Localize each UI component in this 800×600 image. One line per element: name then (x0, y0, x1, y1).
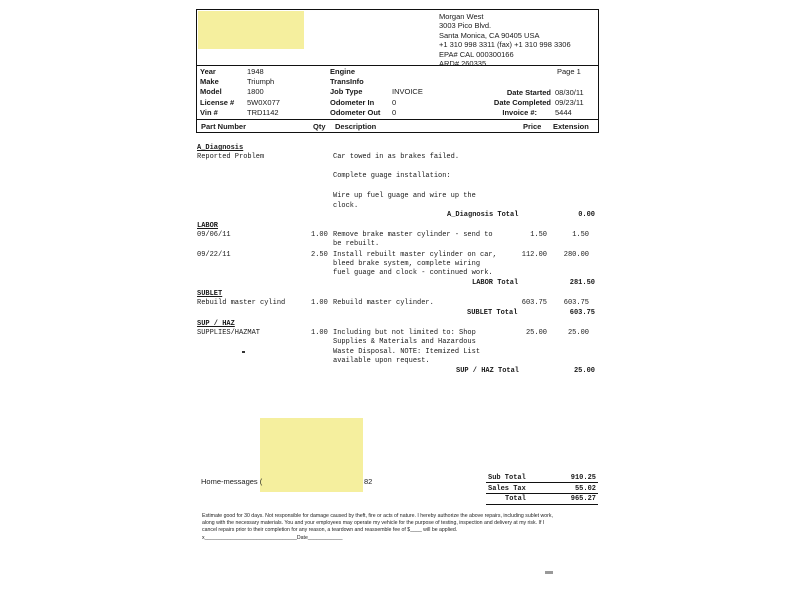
invoice-number-label: Invoice #: (502, 108, 537, 118)
disclaimer-line-1: Estimate good for 30 days. Not responsible for damage caused by theft, fire or acts of nature. I hereby authorize the above repairs, including sublet work, (202, 513, 553, 519)
odometer-in-label: Odometer In (330, 97, 375, 107)
labor-row-2-price: 112.00 (521, 251, 547, 259)
transinfo-value (392, 77, 423, 87)
signature-line: x________________________________Date____________ (202, 534, 343, 541)
labor-row-2-qty: 2.50 (311, 251, 328, 259)
shop-epa: EPA# CAL 000300166 (439, 49, 514, 59)
vin-label: Vin # (200, 107, 218, 117)
col-extension: Extension (553, 122, 589, 131)
sublet-total: 603.75 (569, 309, 595, 317)
col-qty: Qty (313, 122, 326, 131)
totals-rule-2 (486, 493, 598, 494)
date-values (555, 88, 584, 119)
diagnosis-line-3: Wire up fuel guage and wire up the (333, 192, 476, 200)
sales-tax-label: Sales Tax (488, 485, 526, 493)
labor-row-2-ext: 280.00 (563, 251, 589, 259)
odometer-out-label: Odometer Out (330, 107, 381, 117)
diagnosis-line-4: clock. (333, 202, 359, 210)
model-label: Model (200, 87, 222, 97)
labor-total-label: LABOR Total (472, 279, 519, 287)
diagnosis-line-2: Complete guage installation: (333, 172, 451, 180)
suphaz-price: 25.00 (525, 329, 547, 337)
labor-row-2-desc-2: bleed brake system, complete wiring (333, 260, 481, 268)
total-label: Total (505, 495, 527, 503)
col-description: Description (335, 122, 377, 131)
date-completed-value: 09/23/11 (555, 98, 584, 108)
shop-ard: ARD# 260335 (439, 59, 487, 69)
shop-address1: 3003 Pico Blvd. (439, 21, 492, 31)
diagnosis-line-1: Car towed in as brakes failed. (333, 153, 460, 161)
labor-row-1-date: 09/06/11 (197, 231, 231, 239)
labor-row-1-price: 1.50 (530, 231, 547, 239)
date-completed-label: Date Completed (493, 98, 551, 108)
labor-row-2-date: 09/22/11 (197, 251, 231, 259)
labor-total: 281.50 (569, 279, 595, 287)
year-label: Year (200, 67, 216, 76)
suphaz-header: SUP / HAZ (197, 320, 235, 328)
home-messages-label: Home-messages ( (201, 477, 263, 486)
date-started-label: Date Started (506, 88, 551, 97)
labor-row-2-desc-1: Install rebuilt master cylinder on car, (333, 251, 497, 259)
suphaz-desc-2: Supplies & Materials and Hazardous (333, 338, 476, 346)
disclaimer-line-3: cancel repairs prior to their completion for any reason, a teardown and reassemble fee of $____ will be applied. (202, 527, 458, 534)
labor-row-1-desc-1: Remove brake master cylinder - send to (333, 231, 493, 239)
shop-address2: Santa Monica, CA 90405 USA (439, 30, 540, 40)
engine-label: Engine (330, 67, 356, 76)
sublet-total-label: SUBLET Total (467, 309, 518, 317)
page-number: Page 1 (557, 67, 581, 76)
odometer-in-value: 0 (392, 97, 397, 107)
totals-rule-1 (486, 482, 598, 483)
sublet-desc: Rebuild master cylinder. (333, 299, 434, 307)
odometer-out-value: 0 (392, 107, 397, 117)
shop-name: Morgan West (439, 12, 484, 21)
suphaz-desc-4: available upon request. (333, 357, 430, 365)
home-messages-suffix: 82 (364, 477, 373, 486)
labor-row-1-qty: 1.00 (311, 231, 328, 239)
labor-row-1-ext: 1.50 (572, 231, 589, 239)
vin-value: TRD1142 (247, 107, 279, 117)
make-value: Triumph (247, 77, 275, 87)
redaction-sticky-note-lower (260, 418, 363, 492)
job-values (392, 67, 423, 118)
jobtype-label: Job Type (330, 87, 363, 97)
license-value: 5W0X077 (247, 97, 280, 107)
year-value: 1948 (247, 67, 264, 76)
col-price: Price (523, 122, 542, 131)
suphaz-qty: 1.00 (311, 329, 328, 337)
make-label: Make (200, 77, 219, 87)
labor-row-2-desc-3: fuel guage and clock - continued work. (333, 269, 493, 277)
suphaz-part: SUPPLIES/HAZMAT (197, 329, 261, 337)
shop-block (439, 12, 571, 68)
diagnosis-total-label: A_Diagnosis Total (447, 211, 519, 219)
columns-divider (196, 119, 599, 120)
sublet-price: 603.75 (521, 299, 547, 307)
suphaz-ext: 25.00 (567, 329, 589, 337)
scan-speck (242, 351, 245, 353)
vehicle-labels (200, 67, 234, 118)
jobtype-value: INVOICE (392, 87, 423, 97)
job-labels (330, 67, 380, 118)
redaction-sticky-note (198, 11, 304, 49)
date-labels (455, 88, 551, 119)
labor-row-1-desc-2: be rebuilt. (333, 240, 380, 248)
labor-header: LABOR (197, 222, 219, 230)
diagnosis-header: A_Diagnosis (197, 144, 244, 152)
suphaz-desc-1: Including but not limited to: Shop (333, 329, 476, 337)
vehicle-values (247, 67, 280, 118)
disclaimer-line-2: along with the necessary materials. You and your employees may operate my vehicle for the purpose of testing, inspection and delivery at my risk. If I (202, 520, 545, 527)
date-started-value: 08/30/11 (555, 88, 584, 97)
license-label: License # (200, 97, 235, 107)
total-value: 965.27 (570, 495, 596, 503)
col-part-number: Part Number (201, 122, 247, 131)
diagnosis-part: Reported Problem (197, 153, 265, 161)
sublet-header: SUBLET (197, 290, 223, 298)
disclaimer (202, 513, 553, 542)
model-value: 1800 (247, 87, 264, 97)
sublet-part: Rebuild master cylind (197, 299, 286, 307)
sublet-ext: 603.75 (563, 299, 589, 307)
shop-phones: +1 310 998 3311 (fax) +1 310 998 3306 (439, 40, 571, 50)
sublet-qty: 1.00 (311, 299, 328, 307)
suphaz-total-label: SUP / HAZ Total (456, 367, 520, 375)
subtotal-value: 910.25 (570, 474, 596, 482)
transinfo-label: TransInfo (330, 77, 364, 87)
suphaz-total: 25.00 (573, 367, 595, 375)
engine-value (392, 67, 423, 77)
scan-mark (545, 571, 553, 574)
totals-rule-3 (486, 504, 598, 505)
sales-tax-value: 55.02 (574, 485, 596, 493)
diagnosis-total: 0.00 (578, 211, 595, 219)
invoice-number-value: 5444 (555, 108, 572, 118)
suphaz-desc-3: Waste Disposal. NOTE: Itemized List (333, 348, 481, 356)
subtotal-label: Sub Total (488, 474, 526, 482)
